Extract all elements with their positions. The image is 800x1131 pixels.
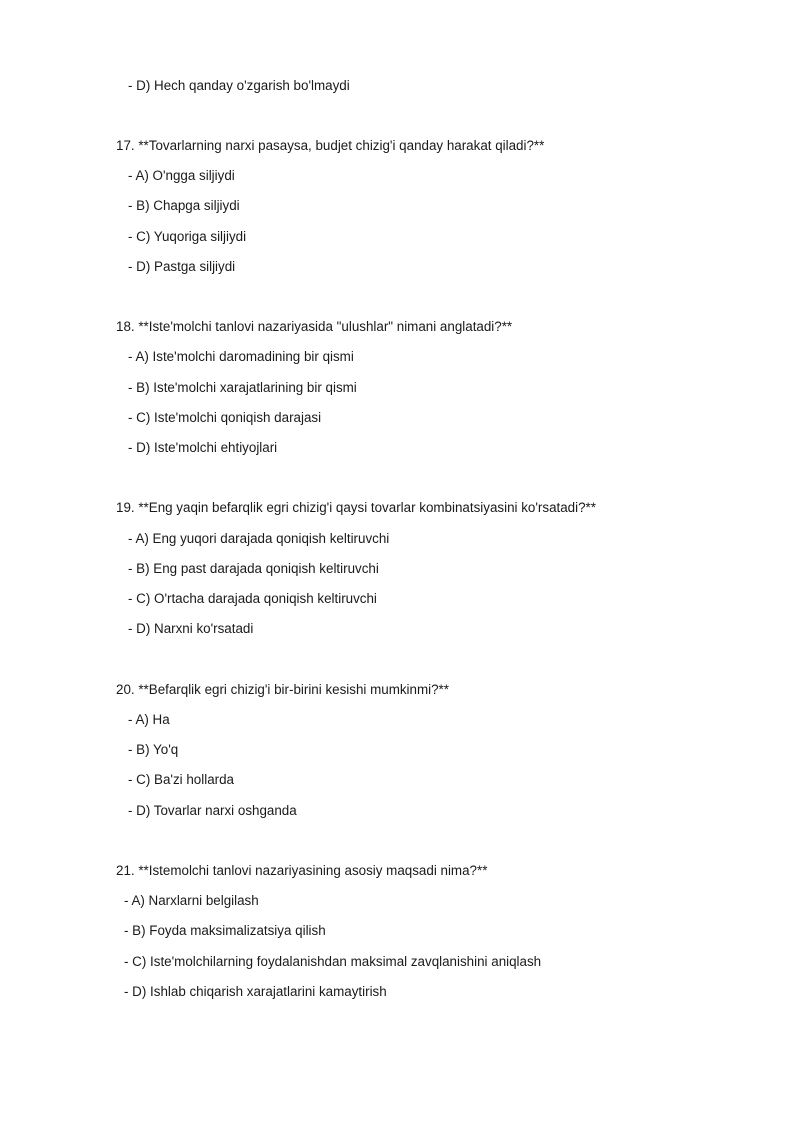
option-b-q21: - B) Foyda maksimalizatsiya qilish <box>124 923 326 938</box>
option-a-q19: - A) Eng yuqori darajada qoniqish keltiruvchi <box>128 531 390 546</box>
option-b-q17: - B) Chapga siljiydi <box>128 198 240 213</box>
option-d-q21: - D) Ishlab chiqarish xarajatlarini kamaytirish <box>124 984 387 999</box>
question-18: 18. **Iste'molchi tanlovi nazariyasida "ulushlar" nimani anglatadi?** <box>116 319 513 334</box>
option-a-q17: - A) O'ngga siljiydi <box>128 168 235 183</box>
question-21: 21. **Istemolchi tanlovi nazariyasining asosiy maqsadi nima?** <box>116 863 488 878</box>
option-a-q21: - A) Narxlarni belgilash <box>124 893 259 908</box>
option-c-q21: - C) Iste'molchilarning foydalanishdan maksimal zavqlanishini aniqlash <box>124 954 542 969</box>
option-d-q18: - D) Iste'molchi ehtiyojlari <box>128 440 278 455</box>
question-17: 17. **Tovarlarning narxi pasaysa, budjet chizig'i qanday harakat qiladi?** <box>116 138 545 153</box>
option-c-q17: - C) Yuqoriga siljiydi <box>128 229 247 244</box>
option-d-q16: - D) Hech qanday o'zgarish bo'lmaydi <box>128 78 350 93</box>
option-b-q18: - B) Iste'molchi xarajatlarining bir qismi <box>128 380 357 395</box>
option-c-q18: - C) Iste'molchi qoniqish darajasi <box>128 410 322 425</box>
option-d-q17: - D) Pastga siljiydi <box>128 259 236 274</box>
option-a-q20: - A) Ha <box>128 712 170 727</box>
option-b-q19: - B) Eng past darajada qoniqish keltiruvchi <box>128 561 379 576</box>
option-c-q19: - C) O'rtacha darajada qoniqish keltiruvchi <box>128 591 377 606</box>
option-d-q20: - D) Tovarlar narxi oshganda <box>128 803 297 818</box>
question-20: 20. **Befarqlik egri chizig'i bir-birini kesishi mumkinmi?** <box>116 682 449 697</box>
option-d-q19: - D) Narxni ko'rsatadi <box>128 621 254 636</box>
option-c-q20: - C) Ba'zi hollarda <box>128 772 235 787</box>
question-19: 19. **Eng yaqin befarqlik egri chizig'i qaysi tovarlar kombinatsiyasini ko'rsatadi?** <box>116 500 596 515</box>
option-b-q20: - B) Yo'q <box>128 742 179 757</box>
option-a-q18: - A) Iste'molchi daromadining bir qismi <box>128 349 354 364</box>
